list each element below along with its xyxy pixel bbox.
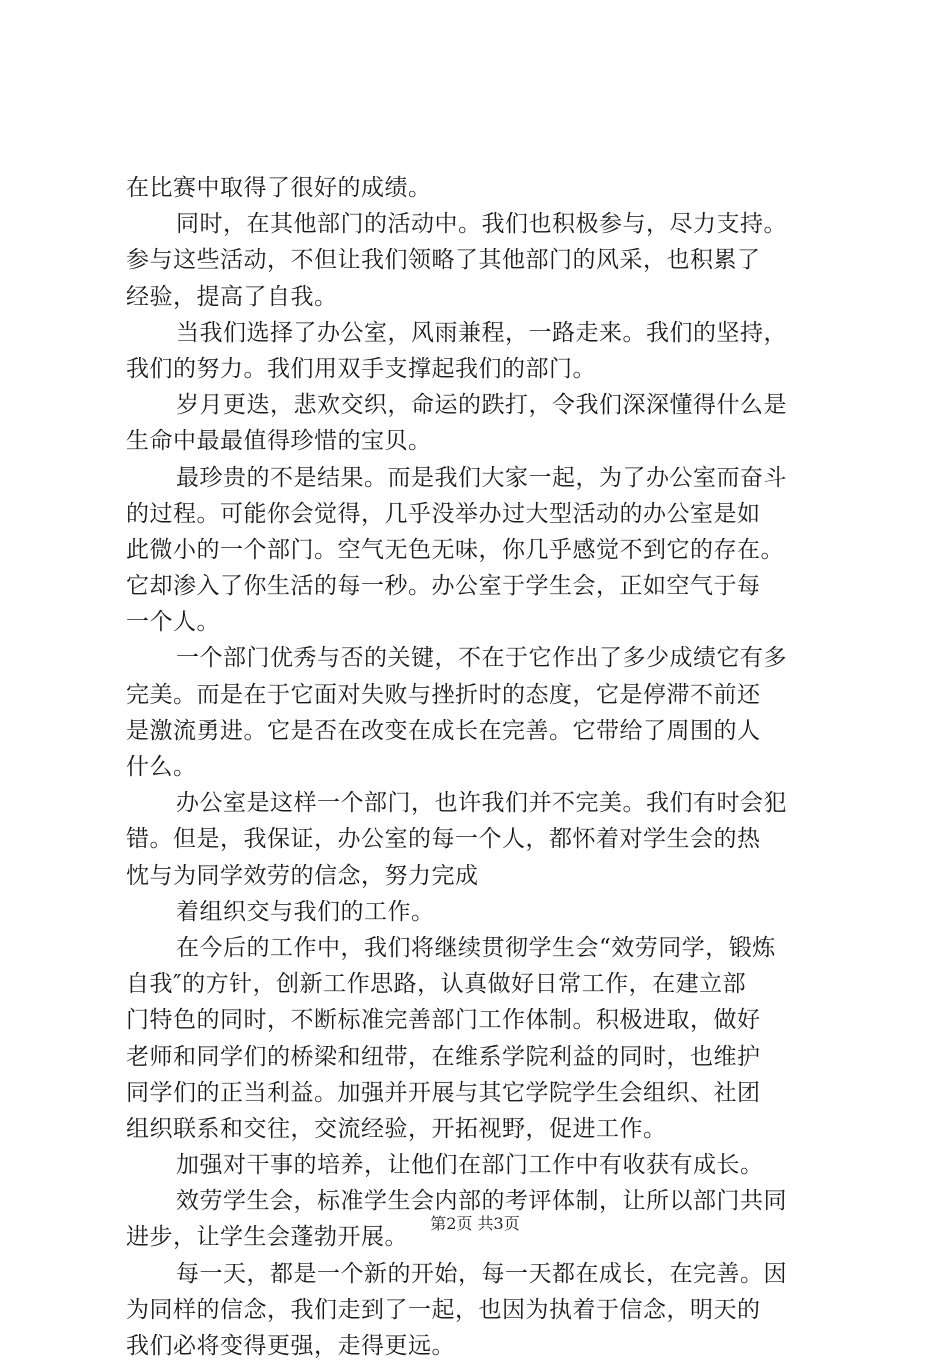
page-footer: 第2页 共3页 (430, 1214, 520, 1233)
text-line: 此微小的一个部门。空气无色无味，你几乎感觉不到它的存在。 (126, 536, 784, 563)
text-line: 在今后的工作中，我们将继续贯彻学生会“效劳同学，锻炼 (176, 934, 776, 961)
text-line: 同学们的正当利益。加强并开展与其它学院学生会组织、社团 (126, 1079, 761, 1106)
text-line: 最珍贵的不是结果。而是我们大家一起，为了办公室而奋斗 (176, 464, 787, 491)
text-line: 效劳学生会，标准学生会内部的考评体制，让所以部门共同 (176, 1188, 787, 1215)
text-line: 的过程。可能你会觉得，几乎没举办过大型活动的办公室是如 (126, 500, 761, 527)
text-line: 在比赛中取得了很好的成绩。 (126, 175, 432, 201)
text-line: 老师和同学们的桥梁和纽带，在维系学院利益的同时，也维护 (126, 1043, 761, 1070)
text-line: 我们的努力。我们用双手支撑起我们的部门。 (126, 355, 596, 382)
text-line: 每一天，都是一个新的开始，每一天都在成长，在完善。因 (176, 1260, 787, 1287)
text-line: 同时，在其他部门的活动中。我们也积极参与，尽力支持。 (176, 211, 787, 238)
text-line: 进步，让学生会蓬勃开展。 (126, 1224, 408, 1251)
text-line: 着组织交与我们的工作。 (176, 898, 435, 925)
text-line: 错。但是，我保证，办公室的每一个人，都怀着对学生会的热 (126, 826, 761, 853)
text-line: 忱与为同学效劳的信念，努力完成 (126, 862, 479, 889)
text-line: 一个部门优秀与否的关键，不在于它作出了多少成绩它有多 (176, 645, 787, 672)
text-line: 什么。 (126, 754, 197, 780)
text-line: 一个人。 (126, 609, 220, 636)
text-line: 自我″的方针，创新工作思路，认真做好日常工作，在建立部 (126, 971, 747, 998)
text-line: 经验，提高了自我。 (126, 283, 338, 310)
text-line: 生命中最最值得珍惜的宝贝。 (126, 428, 432, 455)
text-line: 组织联系和交往，交流经验，开拓视野，促进工作。 (126, 1115, 667, 1142)
text-line: 门特色的同时，不断标准完善部门工作体制。积极进取，做好 (126, 1007, 761, 1034)
text-line: 完美。而是在于它面对失败与挫折时的态度，它是停滞不前还 (126, 681, 761, 708)
text-line: 当我们选择了办公室，风雨兼程，一路走来。我们的坚持， (176, 319, 787, 346)
text-line: 是激流勇进。它是否在改变在成长在完善。它带给了周围的人 (126, 717, 761, 744)
text-line: 办公室是这样一个部门，也许我们并不完美。我们有时会犯 (176, 790, 787, 817)
document-body (126, 170, 838, 1364)
text-line: 参与这些活动，不但让我们领略了其他部门的风采，也积累了 (126, 247, 761, 274)
text-line: 为同样的信念，我们走到了一起，也因为执着于信念，明天的 (126, 1296, 761, 1323)
text-line: 它却渗入了你生活的每一秒。办公室于学生会，正如空气于每 (126, 573, 761, 600)
text-line: 岁月更迭，悲欢交织，命运的跌打，令我们深深懂得什么是 (176, 392, 787, 419)
text-line: 我们必将变得更强，走得更远。 (126, 1333, 455, 1359)
text-line: 加强对干事的培养，让他们在部门工作中有收获有成长。 (176, 1152, 764, 1179)
